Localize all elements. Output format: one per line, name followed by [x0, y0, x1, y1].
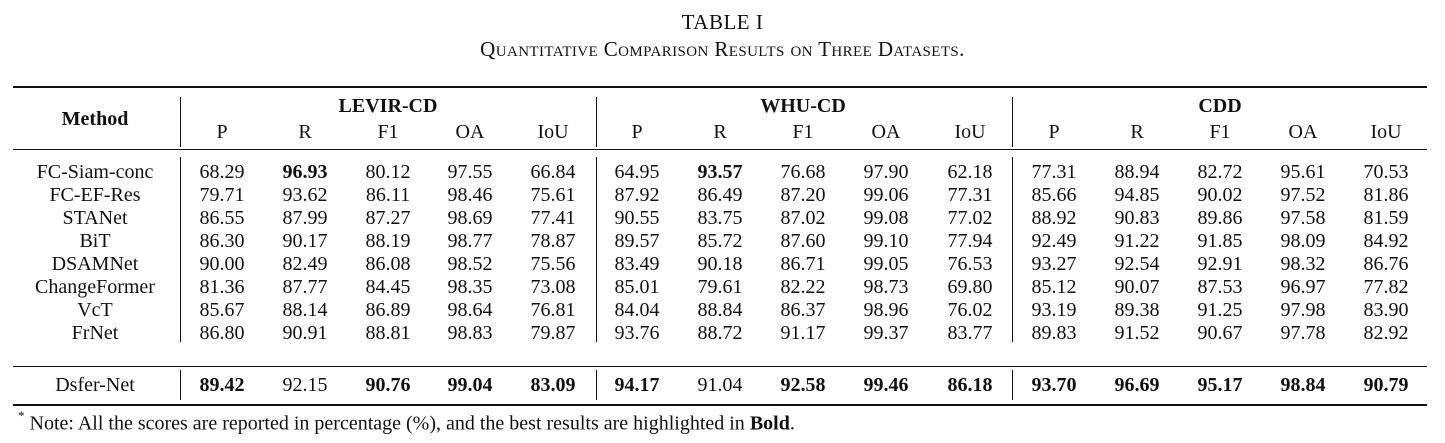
score-cell: 93.76 [614, 322, 660, 344]
score-cell: 90.91 [282, 322, 328, 344]
method-name: Dsfer-Net [55, 374, 135, 396]
score-cell: 90.79 [1363, 374, 1409, 396]
score-cell: 90.00 [199, 253, 245, 275]
metric-header: IoU [954, 121, 986, 143]
note-marker: * [18, 408, 25, 423]
group-separator [1012, 97, 1013, 147]
metric-header: P [1048, 121, 1060, 143]
method-name: VcT [77, 299, 113, 321]
method-header: Method [61, 108, 129, 130]
score-cell: 88.94 [1114, 161, 1160, 183]
method-name: FC-EF-Res [49, 184, 141, 206]
group-separator [180, 370, 181, 400]
score-cell: 82.72 [1197, 161, 1243, 183]
score-cell: 94.85 [1114, 184, 1160, 206]
score-cell: 66.84 [530, 161, 576, 183]
group-separator [180, 249, 181, 273]
header-rule [13, 149, 1427, 150]
score-cell: 89.38 [1114, 299, 1160, 321]
group-separator [1012, 318, 1013, 342]
score-cell: 76.02 [947, 299, 993, 321]
score-cell: 97.90 [863, 161, 909, 183]
score-cell: 81.59 [1363, 207, 1409, 229]
metric-header: IoU [1370, 121, 1402, 143]
score-cell: 81.86 [1363, 184, 1409, 206]
table-note [18, 410, 795, 436]
score-cell: 93.70 [1031, 374, 1077, 396]
score-cell: 98.83 [447, 322, 493, 344]
score-cell: 99.04 [447, 374, 493, 396]
score-cell: 85.72 [697, 230, 743, 252]
score-cell: 85.67 [199, 299, 245, 321]
score-cell: 86.89 [365, 299, 411, 321]
score-cell: 76.53 [947, 253, 993, 275]
score-cell: 98.52 [447, 253, 493, 275]
score-cell: 91.22 [1114, 230, 1160, 252]
score-cell: 78.87 [530, 230, 576, 252]
score-cell: 93.27 [1031, 253, 1077, 275]
method-name: ChangeFormer [35, 276, 155, 298]
group-separator [1012, 157, 1013, 181]
metric-header: P [631, 121, 643, 143]
score-cell: 64.95 [614, 161, 660, 183]
score-cell: 79.87 [530, 322, 576, 344]
score-cell: 85.66 [1031, 184, 1077, 206]
score-cell: 76.68 [780, 161, 826, 183]
method-name: FC-Siam-conc [36, 161, 154, 183]
score-cell: 87.60 [780, 230, 826, 252]
score-cell: 87.53 [1197, 276, 1243, 298]
score-cell: 92.58 [780, 374, 826, 396]
score-cell: 87.27 [365, 207, 411, 229]
score-cell: 98.09 [1280, 230, 1326, 252]
group-separator [180, 295, 181, 319]
score-cell: 77.31 [947, 184, 993, 206]
score-cell: 98.35 [447, 276, 493, 298]
score-cell: 86.71 [780, 253, 826, 275]
score-cell: 86.76 [1363, 253, 1409, 275]
score-cell: 82.92 [1363, 322, 1409, 344]
score-cell: 96.97 [1280, 276, 1326, 298]
score-cell: 83.90 [1363, 299, 1409, 321]
dataset-header: CDD [1198, 95, 1242, 117]
method-name: FrNet [71, 322, 119, 344]
score-cell: 88.72 [697, 322, 743, 344]
score-cell: 88.19 [365, 230, 411, 252]
score-cell: 91.52 [1114, 322, 1160, 344]
score-cell: 96.93 [282, 161, 328, 183]
score-cell: 84.45 [365, 276, 411, 298]
score-cell: 90.07 [1114, 276, 1160, 298]
score-cell: 86.80 [199, 322, 245, 344]
score-cell: 92.15 [282, 374, 328, 396]
metric-header: P [216, 121, 228, 143]
table-title: Quantitative Comparison Results on Three Datasets. [480, 37, 965, 61]
score-cell: 89.86 [1197, 207, 1243, 229]
group-separator [180, 203, 181, 227]
score-cell: 98.84 [1280, 374, 1326, 396]
score-cell: 88.92 [1031, 207, 1077, 229]
score-cell: 70.53 [1363, 161, 1409, 183]
group-separator [1012, 203, 1013, 227]
score-cell: 75.56 [530, 253, 576, 275]
metric-header: R [298, 121, 312, 143]
score-cell: 86.30 [199, 230, 245, 252]
method-name: DSAMNet [51, 253, 139, 275]
score-cell: 90.76 [365, 374, 411, 396]
score-cell: 99.08 [863, 207, 909, 229]
score-cell: 83.09 [530, 374, 576, 396]
score-cell: 98.77 [447, 230, 493, 252]
score-cell: 86.55 [199, 207, 245, 229]
body-rule [13, 366, 1427, 367]
score-cell: 77.31 [1031, 161, 1077, 183]
score-cell: 91.85 [1197, 230, 1243, 252]
score-cell: 92.54 [1114, 253, 1160, 275]
score-cell: 99.37 [863, 322, 909, 344]
score-cell: 88.81 [365, 322, 411, 344]
score-cell: 79.61 [697, 276, 743, 298]
score-cell: 80.12 [365, 161, 411, 183]
metric-header: OA [871, 121, 901, 143]
dataset-header: WHU-CD [760, 95, 846, 117]
score-cell: 97.52 [1280, 184, 1326, 206]
score-cell: 77.82 [1363, 276, 1409, 298]
score-cell: 92.49 [1031, 230, 1077, 252]
group-separator [1012, 180, 1013, 204]
score-cell: 98.46 [447, 184, 493, 206]
score-cell: 85.12 [1031, 276, 1077, 298]
score-cell: 87.77 [282, 276, 328, 298]
score-cell: 69.80 [947, 276, 993, 298]
score-cell: 87.99 [282, 207, 328, 229]
group-separator [1012, 370, 1013, 400]
score-cell: 89.42 [199, 374, 245, 396]
metric-header: F1 [1209, 121, 1231, 143]
score-cell: 98.64 [447, 299, 493, 321]
score-cell: 68.29 [199, 161, 245, 183]
score-cell: 92.91 [1197, 253, 1243, 275]
group-separator [1012, 272, 1013, 296]
group-separator [1012, 295, 1013, 319]
metric-header: R [713, 121, 727, 143]
group-separator [180, 97, 181, 147]
score-cell: 98.73 [863, 276, 909, 298]
score-cell: 94.17 [614, 374, 660, 396]
metric-header: OA [455, 121, 485, 143]
score-cell: 96.69 [1114, 374, 1160, 396]
score-cell: 90.55 [614, 207, 660, 229]
score-cell: 88.14 [282, 299, 328, 321]
score-cell: 99.06 [863, 184, 909, 206]
score-cell: 93.62 [282, 184, 328, 206]
score-cell: 93.19 [1031, 299, 1077, 321]
bottom-rule [13, 404, 1427, 406]
score-cell: 98.96 [863, 299, 909, 321]
score-cell: 62.18 [947, 161, 993, 183]
group-separator [180, 180, 181, 204]
score-cell: 86.11 [365, 184, 411, 206]
score-cell: 86.49 [697, 184, 743, 206]
metric-header: R [1130, 121, 1144, 143]
score-cell: 82.49 [282, 253, 328, 275]
score-cell: 90.17 [282, 230, 328, 252]
score-cell: 91.17 [780, 322, 826, 344]
top-rule [13, 86, 1427, 88]
group-separator [180, 318, 181, 342]
score-cell: 90.83 [1114, 207, 1160, 229]
metric-header: F1 [377, 121, 399, 143]
score-cell: 97.98 [1280, 299, 1326, 321]
score-cell: 97.58 [1280, 207, 1326, 229]
score-cell: 83.75 [697, 207, 743, 229]
score-cell: 86.37 [780, 299, 826, 321]
score-cell: 83.77 [947, 322, 993, 344]
note-end: . [789, 412, 795, 435]
score-cell: 99.10 [863, 230, 909, 252]
score-cell: 87.02 [780, 207, 826, 229]
score-cell: 87.92 [614, 184, 660, 206]
score-cell: 99.05 [863, 253, 909, 275]
group-separator [180, 157, 181, 181]
score-cell: 86.08 [365, 253, 411, 275]
score-cell: 84.92 [1363, 230, 1409, 252]
group-separator [180, 272, 181, 296]
score-cell: 98.32 [1280, 253, 1326, 275]
score-cell: 82.22 [780, 276, 826, 298]
score-cell: 93.57 [697, 161, 743, 183]
metric-header: OA [1288, 121, 1318, 143]
dataset-header: LEVIR-CD [338, 95, 438, 117]
note-text: Note: All the scores are reported in percentage (%), and the best results are highlighted in [24, 412, 750, 435]
score-cell: 84.04 [614, 299, 660, 321]
method-name: BiT [79, 230, 111, 252]
score-cell: 75.61 [530, 184, 576, 206]
score-cell: 85.01 [614, 276, 660, 298]
score-cell: 90.67 [1197, 322, 1243, 344]
score-cell: 73.08 [530, 276, 576, 298]
score-cell: 76.81 [530, 299, 576, 321]
metric-header: IoU [537, 121, 569, 143]
note-bold-word: Bold [749, 412, 790, 435]
score-cell: 98.69 [447, 207, 493, 229]
score-cell: 90.18 [697, 253, 743, 275]
score-cell: 95.17 [1197, 374, 1243, 396]
score-cell: 87.20 [780, 184, 826, 206]
score-cell: 77.94 [947, 230, 993, 252]
group-separator [1012, 249, 1013, 273]
score-cell: 89.83 [1031, 322, 1077, 344]
score-cell: 95.61 [1280, 161, 1326, 183]
score-cell: 97.55 [447, 161, 493, 183]
group-separator [180, 226, 181, 250]
score-cell: 90.02 [1197, 184, 1243, 206]
score-cell: 86.18 [947, 374, 993, 396]
score-cell: 89.57 [614, 230, 660, 252]
score-cell: 83.49 [614, 253, 660, 275]
score-cell: 99.46 [863, 374, 909, 396]
score-cell: 77.41 [530, 207, 576, 229]
score-cell: 79.71 [199, 184, 245, 206]
table-label: TABLE I [681, 10, 764, 34]
method-name: STANet [62, 207, 128, 229]
score-cell: 91.25 [1197, 299, 1243, 321]
score-cell: 88.84 [697, 299, 743, 321]
score-cell: 91.04 [697, 374, 743, 396]
score-cell: 77.02 [947, 207, 993, 229]
score-cell: 97.78 [1280, 322, 1326, 344]
metric-header: F1 [792, 121, 814, 143]
score-cell: 81.36 [199, 276, 245, 298]
group-separator [1012, 226, 1013, 250]
